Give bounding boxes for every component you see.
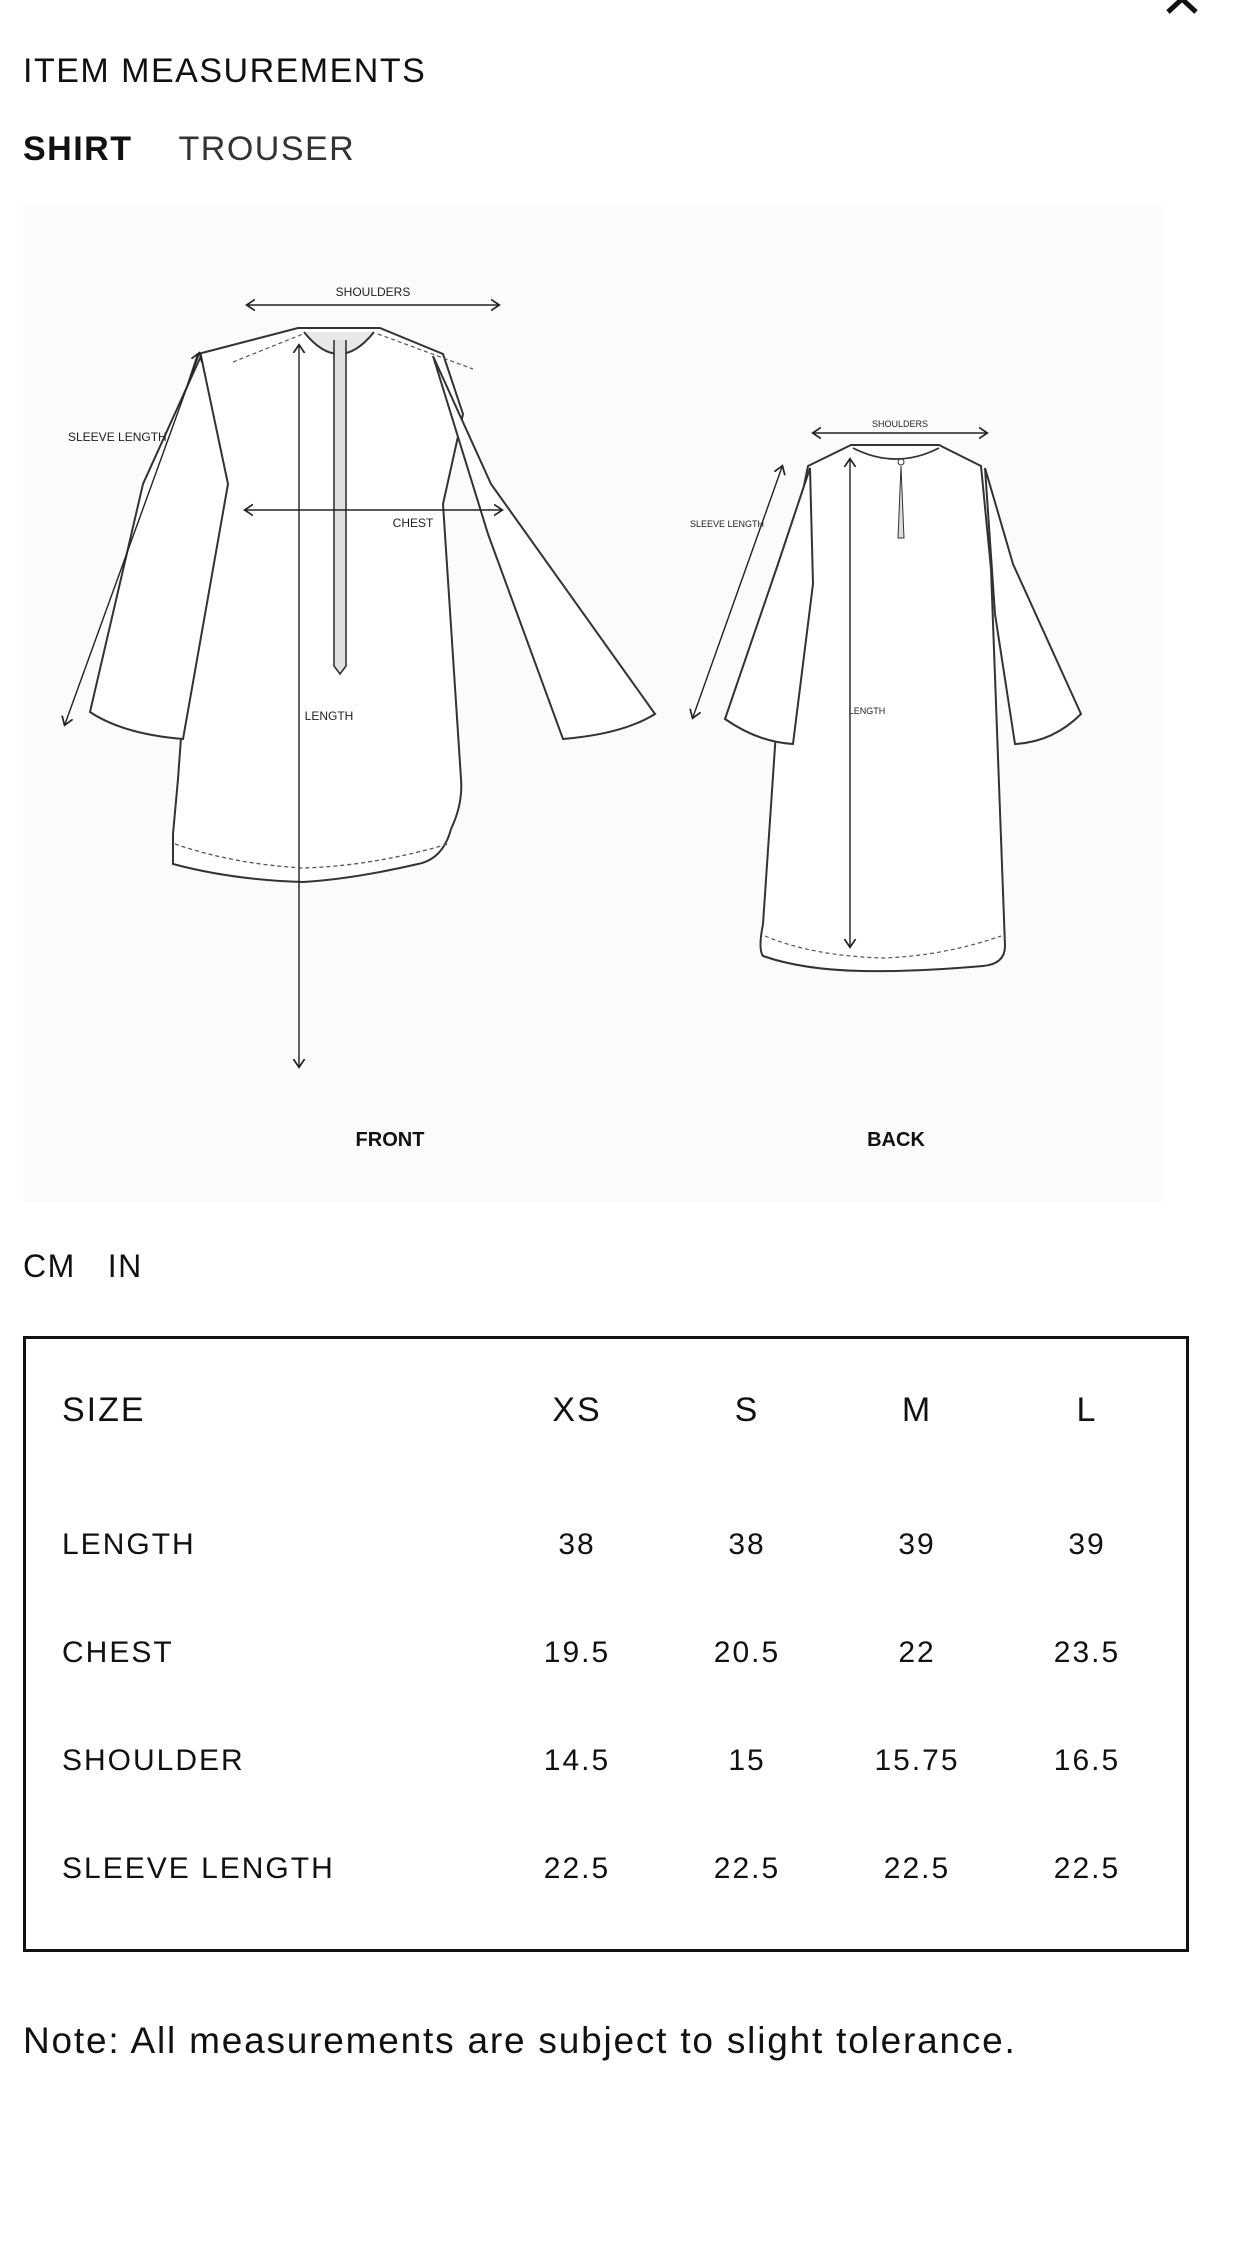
cell-value: 14.5 bbox=[543, 1744, 611, 1777]
unit-tabs bbox=[23, 1248, 143, 1285]
row-label: CHEST bbox=[62, 1636, 174, 1669]
cell-value: 38 bbox=[558, 1528, 596, 1561]
header-m: M bbox=[901, 1391, 933, 1429]
table-header-row bbox=[62, 1391, 1172, 1491]
header-size: SIZE bbox=[62, 1391, 146, 1429]
shirt-diagram bbox=[23, 204, 1163, 1202]
table-row bbox=[62, 1599, 1172, 1707]
cell-value: 39 bbox=[1068, 1528, 1106, 1561]
table-row bbox=[62, 1707, 1172, 1815]
cell-value: 39 bbox=[898, 1528, 936, 1561]
garment-tabs bbox=[23, 130, 355, 169]
measurement-diagram bbox=[23, 204, 1163, 1202]
cell-value: 22 bbox=[898, 1636, 936, 1669]
back-length-label: LENGTH bbox=[848, 706, 886, 716]
size-table bbox=[62, 1391, 1172, 1923]
cell-value: 22.5 bbox=[543, 1852, 611, 1885]
row-label: SHOULDER bbox=[62, 1744, 245, 1777]
row-label: SLEEVE LENGTH bbox=[62, 1852, 335, 1885]
header-l: L bbox=[1076, 1391, 1098, 1429]
front-length-label: LENGTH bbox=[304, 709, 354, 723]
cell-value: 22.5 bbox=[883, 1852, 951, 1885]
cell-value: 22.5 bbox=[713, 1852, 781, 1885]
tab-trouser[interactable]: TROUSER bbox=[178, 130, 356, 168]
cell-value: 15 bbox=[728, 1744, 766, 1777]
size-chart bbox=[23, 1336, 1189, 1952]
cell-value: 16.5 bbox=[1053, 1744, 1121, 1777]
front-shoulders-label: SHOULDERS bbox=[335, 285, 411, 299]
table-row bbox=[62, 1491, 1172, 1599]
back-view-label: BACK bbox=[867, 1129, 925, 1151]
front-body-outline bbox=[173, 328, 463, 882]
back-sleeve-length-label: SLEEVE LENGTH bbox=[690, 519, 765, 529]
cell-value: 22.5 bbox=[1053, 1852, 1121, 1885]
page-title: ITEM MEASUREMENTS bbox=[23, 52, 427, 90]
cell-value: 38 bbox=[728, 1528, 766, 1561]
front-sleeve-length-label: SLEEVE LENGTH bbox=[68, 430, 167, 444]
front-chest-label: CHEST bbox=[392, 516, 434, 530]
close-button[interactable] bbox=[1160, 0, 1204, 16]
tolerance-note: Note: All measurements are subject to slight tolerance. bbox=[23, 2020, 1017, 2061]
tab-shirt[interactable]: SHIRT bbox=[23, 130, 133, 168]
unit-cm[interactable]: CM bbox=[23, 1248, 76, 1284]
header-s: S bbox=[734, 1391, 760, 1429]
back-shoulders-label: SHOULDERS bbox=[871, 419, 929, 429]
close-icon bbox=[1160, 0, 1204, 16]
cell-value: 20.5 bbox=[713, 1636, 781, 1669]
row-label: LENGTH bbox=[62, 1528, 196, 1561]
header-xs: XS bbox=[552, 1391, 602, 1429]
cell-value: 23.5 bbox=[1053, 1636, 1121, 1669]
cell-value: 19.5 bbox=[543, 1636, 611, 1669]
table-row bbox=[62, 1815, 1172, 1923]
cell-value: 15.75 bbox=[874, 1744, 960, 1777]
front-view-label: FRONT bbox=[355, 1129, 425, 1151]
unit-in[interactable]: IN bbox=[107, 1248, 143, 1284]
